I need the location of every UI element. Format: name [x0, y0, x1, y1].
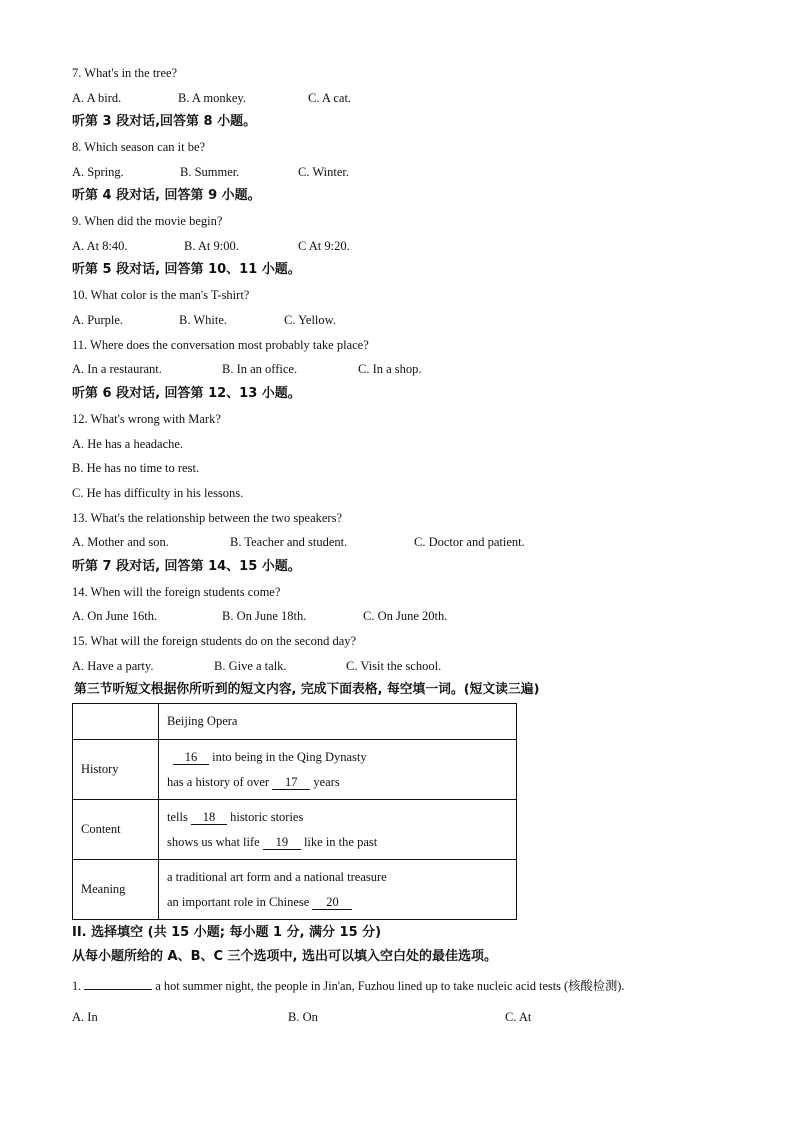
- question-12-option-b: B. He has no time to rest.: [72, 461, 200, 475]
- meaning-cell: [159, 860, 517, 920]
- section-heading-4: 听第 4 段对话, 回答第 9 小题。: [72, 188, 261, 203]
- blank-16: 16: [173, 750, 209, 765]
- option-a: A. In a restaurant.: [72, 362, 162, 376]
- history-cell: [159, 740, 517, 800]
- answer-blank: [84, 989, 152, 990]
- option-b: B. Teacher and student.: [230, 535, 348, 549]
- option-c: C. Winter.: [298, 165, 350, 179]
- table-row: [73, 704, 517, 740]
- option-a: A. At 8:40.: [72, 239, 128, 253]
- table-title: Beijing Opera: [167, 714, 238, 728]
- option-a: A. Mother and son.: [72, 535, 169, 549]
- table-row: [73, 800, 517, 860]
- question-12: 12. What's wrong with Mark?: [72, 412, 221, 426]
- content-line1-suffix: historic stories: [230, 809, 304, 824]
- blank-17: 17: [272, 775, 310, 790]
- option-c: C. On June 20th.: [363, 609, 448, 623]
- option-a: A. On June 16th.: [72, 609, 158, 623]
- table-row: [73, 860, 517, 920]
- section-heading-6: 听第 6 段对话, 回答第 12、13 小题。: [72, 386, 301, 401]
- table-title-cell: [159, 704, 517, 740]
- option-a: A. A bird.: [72, 91, 122, 105]
- question-13: 13. What's the relationship between the two speakers?: [72, 511, 342, 525]
- option-c: C. At: [505, 1010, 532, 1024]
- option-b: B. On June 18th.: [222, 609, 307, 623]
- option-b: B. Summer.: [180, 165, 240, 179]
- option-b: B. On: [288, 1010, 318, 1024]
- option-b: B. In an office.: [222, 362, 298, 376]
- meaning-label: Meaning: [73, 860, 159, 920]
- section-heading-7: 听第 7 段对话, 回答第 14、15 小题。: [72, 559, 301, 574]
- option-c: C. Yellow.: [284, 313, 336, 327]
- history-line1-text: into being in the Qing Dynasty: [212, 749, 367, 764]
- content-cell: [159, 800, 517, 860]
- option-a: A. In: [72, 1010, 98, 1024]
- option-a: A. Spring.: [72, 165, 124, 179]
- option-c: C At 9:20.: [298, 239, 350, 253]
- option-b: B. At 9:00.: [184, 239, 239, 253]
- blank-18: 18: [191, 810, 227, 825]
- question-number: 1.: [72, 979, 82, 993]
- question-15: 15. What will the foreign students do on the second day?: [72, 634, 357, 648]
- question-10: 10. What color is the man's T-shirt?: [72, 288, 250, 302]
- question-8: 8. Which season can it be?: [72, 140, 206, 154]
- section-heading-5: 听第 5 段对话, 回答第 10、11 小题。: [72, 262, 301, 277]
- history-line2-suffix: years: [313, 774, 340, 789]
- question-11: 11. Where does the conversation most probably take place?: [72, 338, 369, 352]
- beijing-opera-table: [72, 703, 517, 920]
- option-a: A. Have a party.: [72, 659, 154, 673]
- question-14: 14. When will the foreign students come?: [72, 585, 281, 599]
- section-heading-3: 听第 3 段对话,回答第 8 小题。: [72, 114, 257, 129]
- part-2-title: II. 选择填空 (共 15 小题; 每小题 1 分, 满分 15 分): [72, 925, 382, 940]
- meaning-line1: a traditional art form and a national treasure: [167, 869, 387, 884]
- option-c: C. A cat.: [308, 91, 352, 105]
- option-b: B. A monkey.: [178, 91, 246, 105]
- option-b: B. Give a talk.: [214, 659, 287, 673]
- option-c: C. Doctor and patient.: [414, 535, 525, 549]
- history-line2-prefix: has a history of over: [167, 774, 270, 789]
- question-text: a hot summer night, the people in Jin'an, Fuzhou lined up to take nucleic acid tests (核酸检测).: [155, 979, 625, 993]
- option-b: B. White.: [179, 313, 228, 327]
- content-label: Content: [73, 800, 159, 860]
- question-7: 7. What's in the tree?: [72, 66, 178, 80]
- part-2-instruction: 从每小题所给的 A、B、C 三个选项中, 选出可以填入空白处的最佳选项。: [72, 949, 498, 964]
- question-12-option-c: C. He has difficulty in his lessons.: [72, 486, 244, 500]
- table-cell-empty: [73, 704, 159, 740]
- content-line2-suffix: like in the past: [303, 834, 378, 849]
- content-line1-prefix: tells: [167, 809, 188, 824]
- question-9: 9. When did the movie begin?: [72, 214, 223, 228]
- blank-20: 20: [312, 895, 352, 910]
- history-label: History: [73, 740, 159, 800]
- table-row: [73, 740, 517, 800]
- option-a: A. Purple.: [72, 313, 124, 327]
- choice-question-1: [72, 978, 624, 994]
- meaning-line2-prefix: an important role in Chinese: [167, 894, 310, 909]
- content-line2-prefix: shows us what life: [167, 834, 260, 849]
- option-c: C. In a shop.: [358, 362, 422, 376]
- blank-19: 19: [263, 835, 301, 850]
- option-c: C. Visit the school.: [346, 659, 442, 673]
- question-12-option-a: A. He has a headache.: [72, 437, 184, 451]
- section-3-heading: 第三节听短文根据你所听到的短文内容, 完成下面表格, 每空填一词。(短文读三遍): [74, 682, 540, 697]
